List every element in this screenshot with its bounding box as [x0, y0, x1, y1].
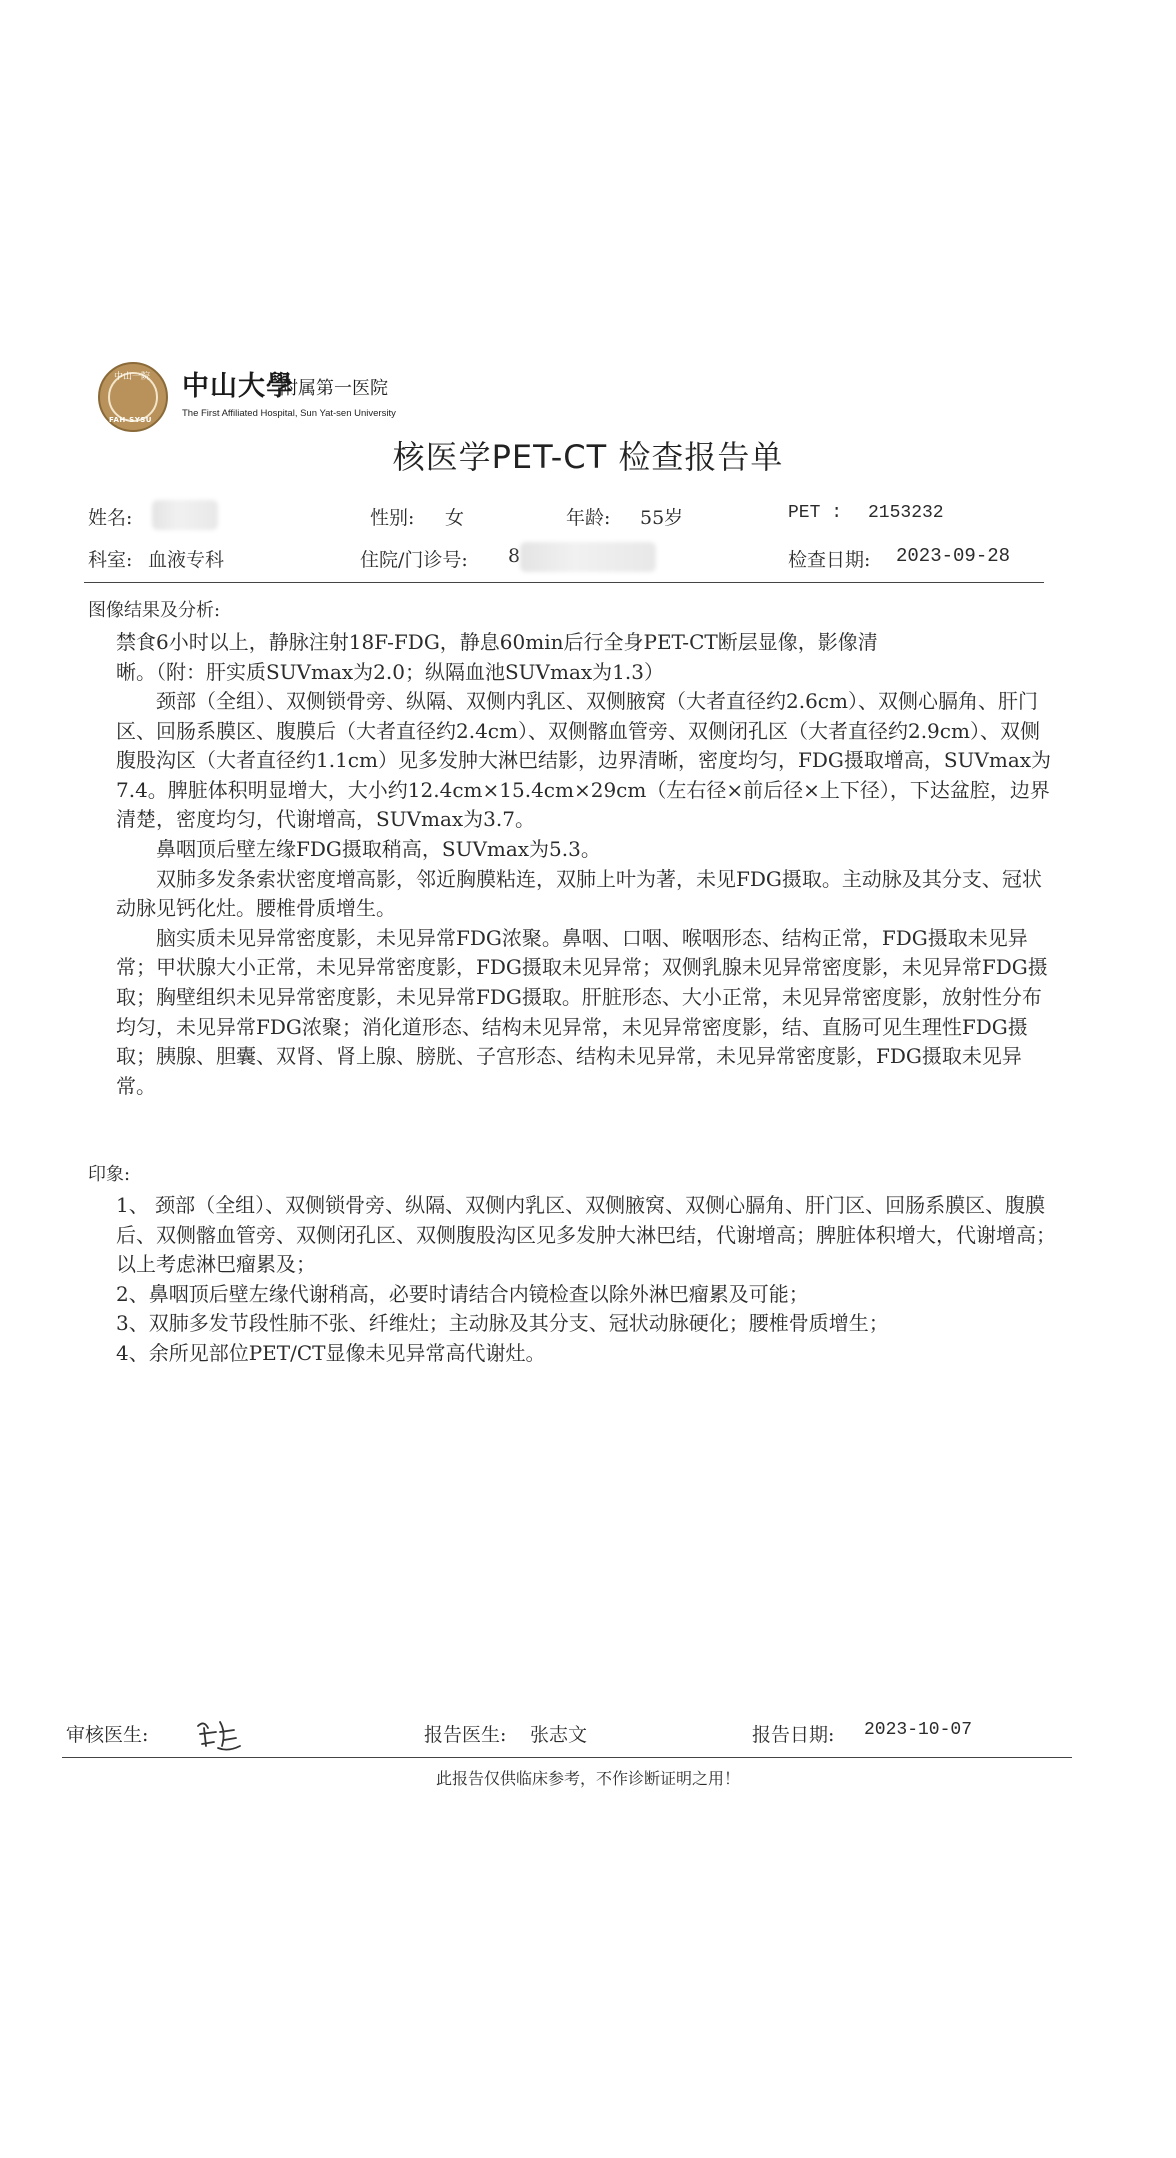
name-label: 姓名:	[88, 507, 133, 529]
reporter-value: 张志文	[530, 1724, 588, 1746]
name-redacted	[152, 500, 218, 530]
age-label: 年龄:	[566, 507, 611, 529]
dept-value: 血液专科	[148, 549, 225, 571]
reporter-label: 报告医生:	[424, 1724, 507, 1746]
report-date-value: 2023-10-07	[864, 1720, 973, 1740]
sex-value: 女	[445, 507, 465, 529]
reviewer-label: 审核医生:	[66, 1724, 149, 1746]
seal-top-text: 中山一院	[114, 372, 151, 382]
pet-value: 2153232	[868, 503, 944, 523]
findings-paragraph: 颈部（全组）、双侧锁骨旁、纵隔、双侧内乳区、双侧腋窝（大者直径约2.6cm）、双侧心膈角、肝门区、回肠系膜区、腹膜后（大者直径约2.4cm）、双侧髂血管旁、双侧闭孔区（大者直径约2.9cm）、双侧腹股沟区（大者直径约1.1cm）见多发肿大淋巴结影，边界清晰，密度均匀，FDG摄取增高，SUVmax为7.4。脾脏体积明显增大，大小约12.4cm×15.4cm×29cm（左右径×前后径×上下径），下达盆腔，边界清楚，密度均匀，代谢增高，SUVmax为3.7。	[116, 689, 1052, 832]
seal-bottom-text: FAH-SYSU	[109, 416, 152, 424]
dept-label: 科室:	[88, 549, 133, 571]
exam-date-label: 检查日期:	[788, 549, 871, 571]
pet-label: PET :	[788, 503, 843, 523]
findings-paragraph: 鼻咽顶后壁左缘FDG摄取稍高，SUVmax为5.3。	[156, 836, 601, 861]
findings-paragraph: 脑实质未见异常密度影，未见异常FDG浓聚。鼻咽、口咽、喉咽形态、结构正常，FDG摄取未见异常；甲状腺大小正常，未见异常密度影，FDG摄取未见异常；双侧乳腺未见异常密度影，未见异常FDG摄取；胸壁组织未见异常密度影，未见异常FDG摄取。肝脏形态、大小正常，未见异常密度影，放射性分布均匀，未见异常FDG浓聚；消化道形态、结构未见异常，未见异常密度影，结、直肠可见生理性FDG摄取；胰腺、胆囊、双肾、肾上腺、膀胱、子宫形态、结构未见异常，未见异常密度影，FDG摄取未见异常。	[116, 925, 1048, 1098]
findings-intro-line1: 禁食6小时以上，静脉注射18F-FDG，静息60min后行全身PET-CT断层显像，影像清	[116, 630, 878, 654]
age-value: 55岁	[640, 507, 684, 529]
inpatient-value-prefix: 8	[508, 545, 521, 567]
footer-divider	[62, 1757, 1072, 1758]
impression-list	[116, 1191, 1056, 1369]
hospital-seal-icon	[98, 362, 168, 432]
inpatient-label: 住院/门诊号:	[360, 549, 468, 571]
findings-body	[116, 687, 1056, 1101]
report-title: 核医学PET-CT 检查报告单	[392, 438, 784, 476]
inpatient-redacted	[520, 542, 656, 572]
reviewer-signature-icon	[190, 1714, 250, 1754]
impression-item: 1、 颈部（全组）、双侧锁骨旁、纵隔、双侧内乳区、双侧腋窝、双侧心膈角、肝门区、回肠系膜区、腹膜后、双侧髂血管旁、双侧闭孔区、双侧腹股沟区见多发肿大淋巴结，代谢增高；脾脏体积增大，代谢增高；以上考虑淋巴瘤累及；	[116, 1193, 1056, 1277]
disclaimer-text: 此报告仅供临床参考，不作诊断证明之用！	[435, 1769, 740, 1788]
sex-label: 性别:	[370, 507, 415, 529]
university-name: 中山大學	[182, 371, 294, 402]
hospital-logo	[98, 362, 438, 432]
findings-intro-line2: 晰。（附：肝实质SUVmax为2.0；纵隔血池SUVmax为1.3）	[116, 659, 664, 684]
report-date-label: 报告日期:	[752, 1724, 835, 1746]
exam-date-value: 2023-09-28	[896, 545, 1011, 567]
impression-item: 3、双肺多发节段性肺不张、纤维灶；主动脉及其分支、冠状动脉硬化；腰椎骨质增生；	[116, 1311, 889, 1336]
affiliate-name: 附属第一医院	[280, 378, 388, 399]
header-divider	[84, 582, 1044, 583]
impression-item: 2、鼻咽顶后壁左缘代谢稍高，必要时请结合内镜检查以除外淋巴瘤累及可能；	[116, 1281, 809, 1306]
impression-item: 4、余所见部位PET/CT显像未见异常高代谢灶。	[116, 1340, 546, 1365]
english-name: The First Affiliated Hospital, Sun Yat-sen University	[182, 408, 396, 419]
impression-label: 印象:	[88, 1164, 131, 1185]
findings-paragraph: 双肺多发条索状密度增高影，邻近胸膜粘连，双肺上叶为著，未见FDG摄取。主动脉及其分支、冠状动脉见钙化灶。腰椎骨质增生。	[116, 866, 1042, 921]
findings-label: 图像结果及分析:	[88, 600, 221, 621]
